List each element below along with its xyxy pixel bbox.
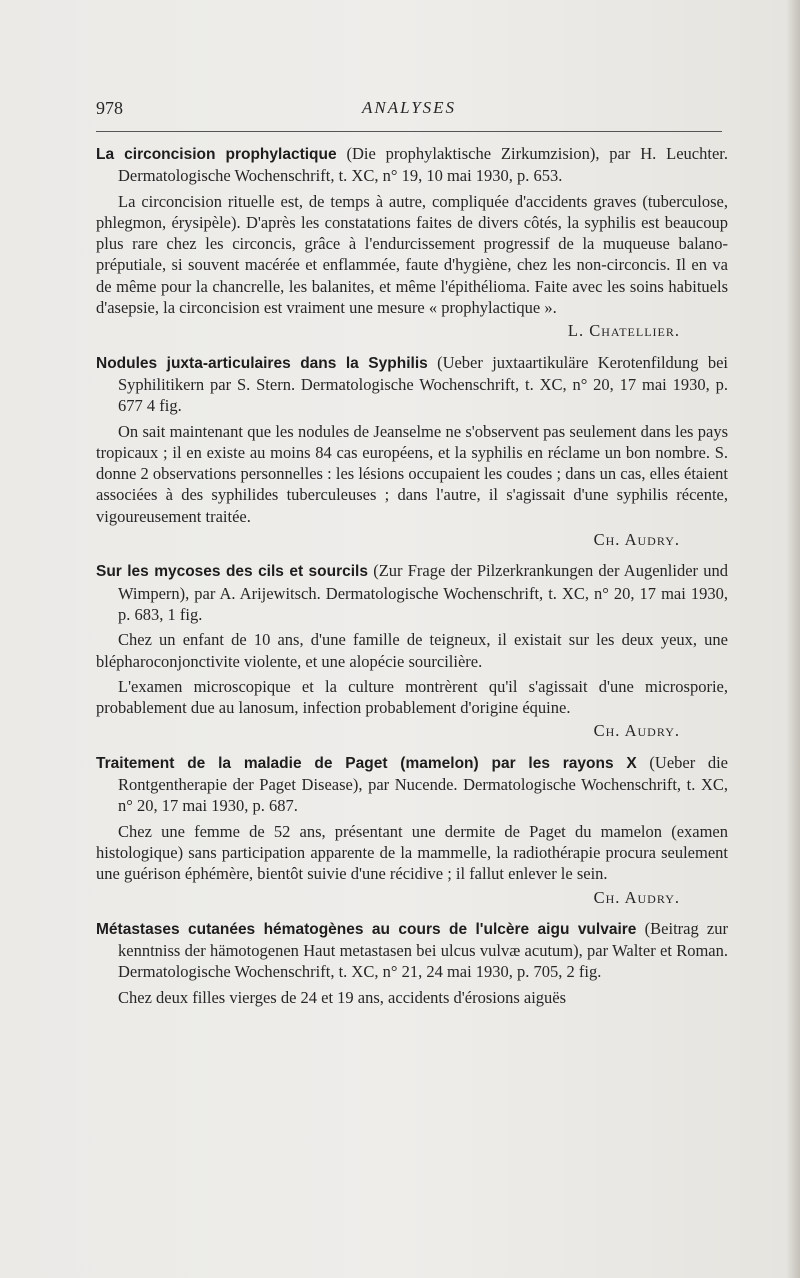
header-rule [96,131,722,132]
entry-signature: L. Chatellier. [567,321,680,341]
entry-body: La circoncision rituelle est, de temps à autre, compliquée d'accidents graves (tuberculose, phlegmon, érysipèle). D'après les constatations faites de divers côtés, la syphilis est beaucoup plus rare chez les circoncis, grâce à l'endurcissement progressif de la muqueuse balano-préputiale, si souvent macérée et enflammée, faute d'hygiène, chez les non-circoncis. Il en va de même pour la chancrelle, les balanites, et même l'épithélioma. Faite avec les soins habituels d'asepsie, la circoncision est vraiment une mesure « prophylactique ». [96,191,728,318]
abstract-entry [96,352,728,551]
entry-citation: (Ueber die Rontgentherapie der Paget Disease), par Nucende. Dermatologische Wochenschrift, t. XC, n° 20, 17 mai 1930, p. 687. [118,752,728,816]
entry-reference [96,752,728,817]
entry-citation: (Beitrag zur kenntniss der hämotogenen Haut metastasen bei ulcus vulvæ acutum), par Walter et Roman. Dermatologische Wochenschrift, t. XC, n° 21, 24 mai 1930, p. 705, 2 fig. [118,918,729,982]
entry-signature: Ch. Audry. [593,530,680,550]
running-header [96,98,722,120]
entry-reference [96,352,728,417]
entry-citation: (Ueber juxtaartikuläre Kerotenfildung bei Syphilitikern par S. Stern. Dermatologische Wochenschrift, t. XC, n° 20, 17 mai 1930, p. 677 4 fig. [118,352,729,416]
running-title: ANALYSES [361,98,457,117]
abstract-entry [96,560,728,741]
entry-citation: (Zur Frage der Pilzerkrankungen der Augenlider und Wimpern), par A. Arijewitsch. Dermatologische Wochenschrift, t. XC, n° 20, 17 mai 1930, p. 683, 1 fig. [118,561,729,624]
page-number: 978 [96,98,123,118]
entry-title: La circoncision prophylactique [96,146,337,163]
entry-body: Chez un enfant de 10 ans, d'une famille de teigneux, il existait sur les deux yeux, une blépharoconjonctivite violente, et une alopécie sourcilière. [96,630,728,671]
entry-title: Sur les mycoses des cils et sourcils [96,563,368,581]
page-edge-shadow [786,0,800,1278]
entry-body: Chez une femme de 52 ans, présentant une dermite de Paget du mamelon (examen histologique) sans participation apparente de la mammelle, la radiothérapie procura seulement une guérison éphémère, bientôt suivie d'une récidive ; il fallut enlever le sein. [96,821,728,884]
abstract-entry [96,918,728,1008]
article-list [96,143,728,1018]
entry-title: Nodules juxta-articulaires dans la Syphilis [96,354,428,372]
entry-body-continued: L'examen microscopique et la culture montrèrent qu'il s'agissait d'une microsporie, probablement due au lanosum, infection probablement d'origine équine. [96,676,728,718]
entry-reference [96,560,728,625]
abstract-entry [96,143,728,342]
entry-reference [96,143,728,187]
entry-signature: Ch. Audry. [593,721,680,741]
entry-body: Chez deux filles vierges de 24 et 19 ans, accidents d'érosions aiguës [118,987,567,1007]
entry-signature: Ch. Audry. [593,887,680,907]
entry-citation: (Die prophylaktische Zirkumzision), par H. Leuchter. Dermatologische Wochenschrift, t. XC, n° 19, 10 mai 1930, p. 653. [118,144,728,186]
abstract-entry [96,752,728,908]
entry-title: Métastases cutanées hématogènes au cours de l'ulcère aigu vulvaire [96,920,637,938]
entry-title: Traitement de la maladie de Paget (mamelon) par les rayons X [96,754,637,772]
entry-reference [96,918,728,983]
entry-body: On sait maintenant que les nodules de Jeanselme ne s'observent pas seulement dans les pays tropicaux ; il en existe au moins 84 cas européens, et la syphilis en réclame un bon nombre. S. donne 2 observations personnelles : les lésions occupaient les coudes ; dans un cas, elles étaient associées à des syphilides tuberculeuses ; dans l'autre, il s'agissait d'une syphilis récente, vigoureusement traitée. [96,421,728,526]
